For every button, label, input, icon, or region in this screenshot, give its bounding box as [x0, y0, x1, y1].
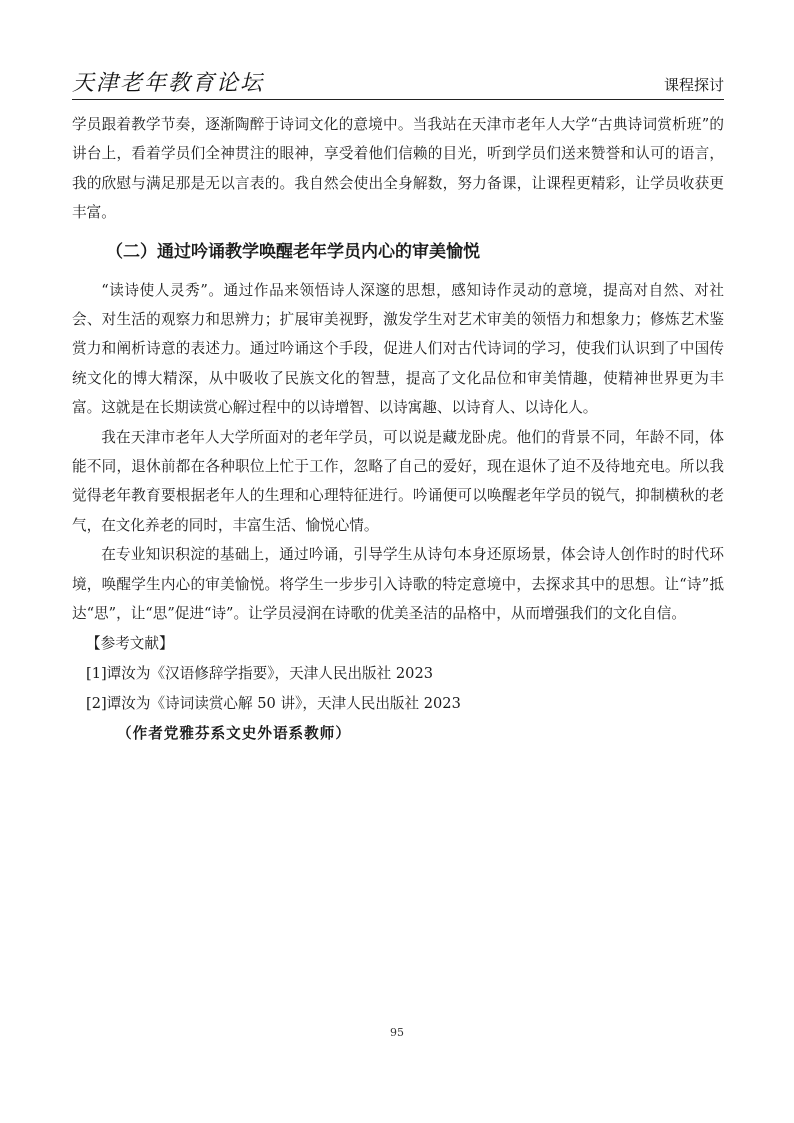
page-header: [72, 58, 724, 100]
reference-item-1: [1]谭汝为《汉语修辞学指要》，天津人民出版社 2023: [86, 664, 434, 682]
paragraph-2: “读诗使人灵秀”。通过作品来领悟诗人深邃的思想，感知诗作灵动的意境，提高对自然、对社会、对生活的观察力和思辨力；扩展审美视野，激发学生对艺术审美的领悟力和想象力；修炼艺术鉴赏力和阐析诗意的表述力。通过吟诵这个手段，促进人们对古代诗词的学习，使我们认识到了中国传统文化的博大精深，从中吸收了民族文化的智慧，提高了文化品位和审美情趣，使精神世界更为丰富。这就是在长期读赏心解过程中的以诗增智、以诗寓趣、以诗育人、以诗化人。: [72, 281, 724, 417]
reference-item-2: [2]谭汝为《诗词读赏心解 50 讲》，天津人民出版社 2023: [86, 694, 461, 712]
journal-masthead: 天津老年教育论坛: [72, 71, 265, 96]
paragraph-3: 我在天津市老年人大学所面对的老年学员，可以说是藏龙卧虎。他们的背景不同，年龄不同，体能不同，退休前都在各种职位上忙于工作，忽略了自己的爱好，现在退休了迫不及待地充电。所以我觉得老年教育要根据老年人的生理和心理特征进行。吟诵便可以唤醒老年学员的锐气，抑制横秋的老气，在文化养老的同时，丰富生活、愉悦心情。: [72, 428, 724, 534]
section-label: 课程探讨: [663, 76, 724, 94]
references-title: 【参考文献】: [86, 634, 174, 652]
article-body: [72, 110, 724, 749]
section-heading: （二）通过吟诵教学唤醒老年学员内心的审美愉悦: [106, 241, 480, 262]
header-rule: [72, 99, 724, 100]
paragraph-4: 在专业知识积淀的基础上，通过吟诵，引导学生从诗句本身还原场景，体会诗人创作时的时代环境，唤醒学生内心的审美愉悦。将学生一步步引入诗歌的特定意境中，去探求其中的思想。让“诗”抵达“思”，让“思”促进“诗”。让学员浸润在诗歌的优美圣洁的品格中，从而增强我们的文化自信。: [72, 546, 724, 623]
page-number: 95: [390, 1026, 404, 1039]
paragraph-1: 学员跟着教学节奏，逐渐陶醉于诗词文化的意境中。当我站在天津市老年人大学“古典诗词赏析班”的讲台上，看着学员们全神贯注的眼神，享受着他们信赖的目光，听到学员们送来赞誉和认可的语言，我的欣慰与满足那是无以言表的。我自然会使出全身解数，努力备课，让课程更精彩，让学员收获更丰富。: [72, 116, 724, 222]
author-note: （作者党雅芬系文史外语系教师）: [117, 724, 351, 742]
